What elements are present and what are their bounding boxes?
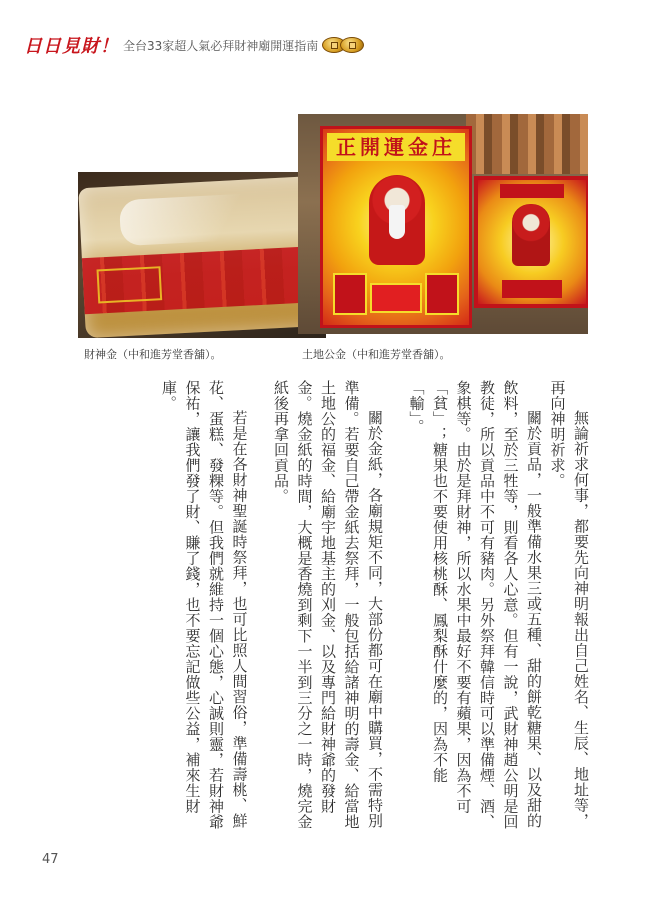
paragraph-1: 無論祈求何事，都要先向神明報出自己姓名、生辰、地址等，再向神明祈求。 (548, 380, 590, 829)
paragraph-4: 若是在各財神聖誕時祭拜，也可比照人間習俗，準備壽桃、鮮花、蛋糕、發粿等。但我們就維持一個心態，心誠則靈，若財神爺保祐，讓我們發了財、賺了錢，也不要忘記做些公益，補來生財庫。 (160, 380, 249, 830)
photo-caption-right: 土地公金（中和進芳堂香舖）。 (302, 348, 451, 361)
deity-poster (320, 126, 472, 328)
photo-caption-left: 財神金（中和進芳堂香舖）。 (84, 348, 222, 361)
photo-earth-god-paper (298, 114, 588, 334)
photo-wealth-god-paper (78, 172, 326, 338)
article-body (82, 380, 592, 830)
book-subtitle: 全台33家超人氣必拜財神廟開運指南 (123, 38, 319, 53)
deity-figure-small (512, 204, 550, 266)
paragraph-3: 關於金紙，各廟規矩不同，大部份都可在廟中購買，不需特別準備。若要自己帶金紙去祭拜，一般包括給諸神明的壽金、給當地土地公的福金、給廟宇地基主的刈金、以及專門給財神爺的發財金。燒金紙的時間，大概是香燒到剩下一半到三分之一時，燒完金紙後再拿回貢品。 (272, 380, 384, 830)
shop-shelf (466, 114, 588, 174)
book-brand: 日日見財！ (24, 36, 119, 57)
deity-beard (389, 205, 405, 239)
deity-figure (369, 175, 425, 265)
gold-frame (97, 266, 163, 303)
coins-icon (322, 37, 364, 53)
paragraph-2: 關於貢品，一般準備水果三或五種、甜的餅乾糖果、以及甜的飲料，至於三牲等，則看各人心意。但有一說，武財神趙公明是回教徒，所以貢品中不可有豬肉。另外祭拜韓信時可以準備煙、酒、象棋等。由於是拜財神，所以水果中最好不要有蘋果，因為不可「貧」；糖果也不要使用核桃酥、鳳梨酥什麼的，因為不能「輸」。 (407, 380, 543, 830)
coin-icon (340, 37, 364, 53)
poster-tag-center (370, 283, 422, 313)
poster-small-bottom (502, 280, 562, 298)
poster-tag-left (333, 273, 367, 315)
poster-small-top (500, 184, 564, 198)
plastic-shine (119, 192, 271, 246)
deity-poster-small (474, 176, 588, 308)
poster-title: 正開運金庄 (327, 133, 465, 161)
page-number: 47 (42, 852, 59, 867)
poster-tag-right (425, 273, 459, 315)
joss-paper-bundle (78, 176, 326, 338)
running-header (24, 32, 644, 58)
poster-bottom (333, 273, 459, 313)
